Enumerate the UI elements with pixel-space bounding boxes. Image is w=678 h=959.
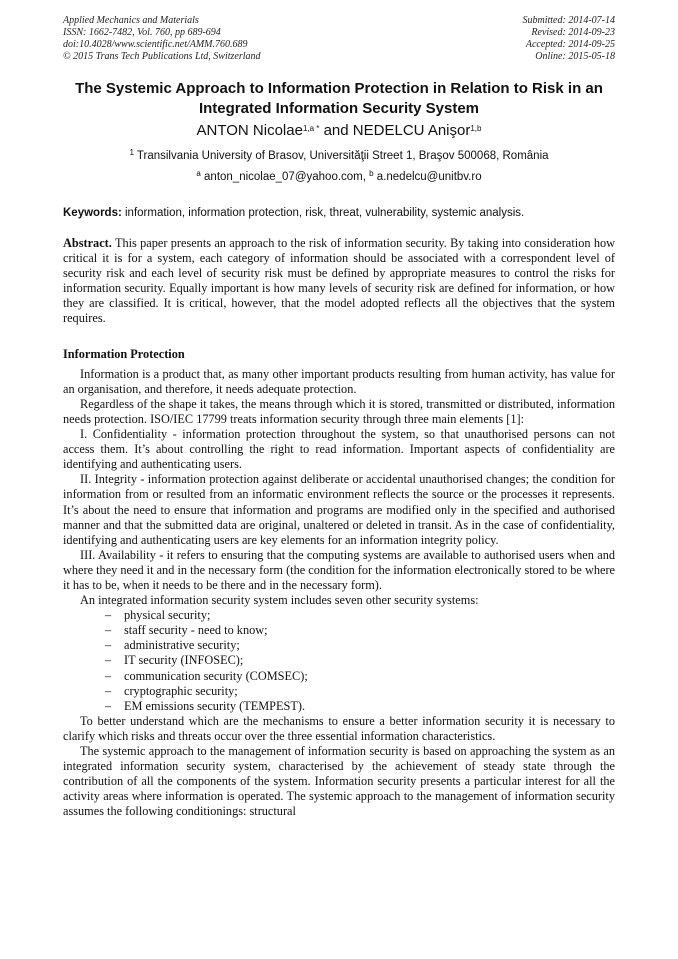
list-dash: – bbox=[105, 623, 112, 638]
revised-date: Revised: 2014-09-23 bbox=[531, 27, 615, 38]
email-b[interactable]: a.nedelcu@unitbv.ro bbox=[373, 171, 482, 183]
copyright-line: © 2015 Trans Tech Publications Ltd, Switzerland bbox=[63, 51, 261, 62]
list-dash: – bbox=[105, 698, 112, 713]
paragraph: Regardless of the shape it takes, the means through which it is stored, transmitted or distributed, information needs protection. ISO/IEC 17799 treats information security through three main elements [1]: bbox=[63, 396, 615, 426]
list-item: – cryptographic security; bbox=[105, 683, 238, 698]
author-anton-sup: 1,a * bbox=[302, 124, 320, 133]
list-dash: – bbox=[105, 608, 112, 623]
doi-line: doi:10.4028/www.scientific.net/AMM.760.689 bbox=[63, 39, 248, 50]
abstract-text: This paper presents an approach to the risk of information security. By taking into consideration how critical it is for a system, each category of information should be associated with a correspondent level of security risk and each level of security risk must be defined by appropriate measures to control the risks for information security. Equally important is how many levels of security risk are defined for information, or how they are classified. It is critical, however, that the model adopted reflects all the objectives that the system requires. bbox=[63, 236, 615, 326]
accepted-date: Accepted: 2014-09-25 bbox=[525, 39, 615, 50]
list-item: – administrative security; bbox=[105, 638, 240, 653]
author-line bbox=[40, 121, 638, 141]
list-item: – staff security - need to know; bbox=[105, 623, 268, 638]
list-dash: – bbox=[105, 683, 112, 698]
history-dates bbox=[523, 15, 616, 63]
online-date: Online: 2015-05-18 bbox=[535, 51, 615, 62]
affiliation bbox=[40, 149, 638, 163]
list-item: – IT security (INFOSEC); bbox=[105, 653, 244, 668]
paragraph: The systemic approach to the management of information security is based on approaching the system as an integrated information security system, characterised by the achievement of steady state through the contribution of all the components of the system. Information security presents a particular interest for all the activity areas where information is operated. The systemic approach to the management of information security assumes the following conditionings: structural bbox=[63, 744, 615, 819]
list-item: – physical security; bbox=[105, 608, 211, 623]
paragraph-integrity: II. Integrity - information protection against deliberate or accidental unauthorised changes; the condition for information from or resulted from an informatic environment reflects the source or the processes it represents. It’s about the need to ensure that information and programs are modified only in the specified and authorised manner and that the submitted data are original, unaltered or deleted in transit. As in the case of confidentiality, identifying and authenticating users are key elements for an information integrity policy. bbox=[63, 472, 615, 547]
abstract bbox=[63, 236, 615, 327]
paragraph-confidentiality: I. Confidentiality - information protection throughout the system, so that unauthorised persons can not access them. It’s about controlling the right to read information. Important aspects of confidentiality are identifying and authenticating users. bbox=[63, 427, 615, 472]
journal-name: Applied Mechanics and Materials bbox=[63, 15, 199, 26]
author-anton: ANTON Nicolae bbox=[196, 122, 303, 139]
paragraph: Information is a product that, as many other important products resulting from human activity, has value for an organisation, and therefore, it needs adequate protection. bbox=[63, 366, 615, 396]
paragraph-availability: III. Availability - it refers to ensuring that the computing systems are available to authorised users when and where they need it and in the necessary form (the condition for the information electronically stored to be where it has to be, when it needs to be there and in the necessary form). bbox=[63, 547, 615, 592]
security-systems-list bbox=[63, 608, 615, 714]
issn-line: ISSN: 1662-7482, Vol. 760, pp 689-694 bbox=[63, 27, 221, 38]
keywords-text: information, information protection, risk, threat, vulnerability, systemic analysis. bbox=[121, 207, 525, 219]
email-b-sup: b bbox=[369, 169, 374, 178]
paper-body bbox=[63, 236, 615, 819]
paper-title: The Systemic Approach to Information Protection in Relation to Risk in an Integrated Information Security System bbox=[75, 80, 603, 117]
affiliation-sup: 1 bbox=[129, 148, 134, 157]
keywords-label: Keywords: bbox=[63, 207, 122, 219]
submitted-date: Submitted: 2014-07-14 bbox=[522, 15, 615, 26]
author-nedelcu: NEDELCU Anişor bbox=[352, 122, 471, 139]
keywords bbox=[63, 206, 618, 220]
section-heading: Information Protection bbox=[63, 346, 185, 361]
list-item: – communication security (COMSEC); bbox=[105, 668, 308, 683]
publication-info bbox=[63, 15, 261, 63]
author-emails bbox=[40, 170, 638, 184]
abstract-label: Abstract. bbox=[63, 236, 112, 250]
email-a[interactable]: anton_nicolae_07@yahoo.com, bbox=[200, 171, 370, 183]
paragraph: An integrated information security system includes seven other security systems: bbox=[80, 593, 479, 608]
affiliation-text: Transilvania University of Brasov, Universităţii Street 1, Braşov 500068, România bbox=[133, 150, 549, 162]
email-a-sup: a bbox=[196, 169, 201, 178]
list-dash: – bbox=[105, 653, 112, 668]
list-item: – EM emissions security (TEMPEST). bbox=[105, 698, 306, 713]
list-dash: – bbox=[105, 638, 112, 653]
author-nedelcu-sup: 1,b bbox=[470, 124, 482, 133]
author-joiner: and bbox=[319, 122, 353, 139]
list-dash: – bbox=[105, 668, 112, 683]
paragraph: To better understand which are the mechanisms to ensure a better information security it is necessary to clarify which risks and threats occur over the three essential information characteristics. bbox=[63, 713, 615, 743]
